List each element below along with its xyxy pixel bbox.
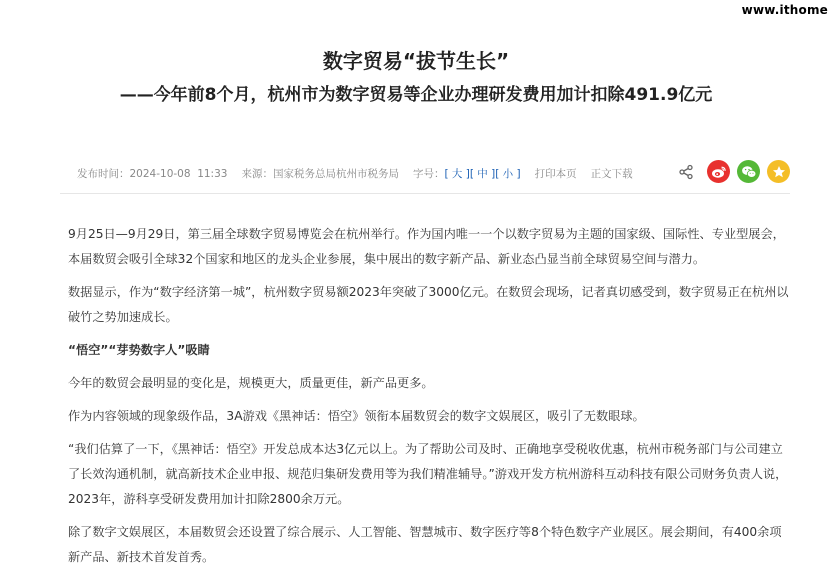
paragraph: 数据显示，作为“数字经济第一城”，杭州数字贸易额2023年突破了3000亿元。在数贸会现场，记者真切感受到，数字贸易正在杭州以破竹之势加速成长。 bbox=[68, 285, 789, 324]
font-size-medium-button[interactable]: [ 中 ] bbox=[469, 168, 496, 180]
weibo-icon[interactable] bbox=[707, 160, 730, 183]
article-title: 数字贸易“拔节生长” bbox=[322, 49, 510, 73]
meta-divider bbox=[60, 193, 790, 194]
paragraph: 作为内容领域的现象级作品，3A游戏《黑神话：悟空》领衔本届数贸会的数字文娱展区，吸引了无数眼球。 bbox=[68, 409, 645, 423]
source-name: 国家税务总局杭州市税务局 bbox=[272, 168, 399, 180]
publish-time: 2024-10-08 11:33 bbox=[129, 167, 228, 180]
print-page-link[interactable]: 打印本页 bbox=[534, 168, 577, 180]
article-body bbox=[68, 222, 792, 578]
share-icon[interactable] bbox=[678, 164, 694, 180]
paragraph: 今年的数贸会最明显的变化是，规模更大，质量更佳，新产品更多。 bbox=[68, 376, 434, 390]
paragraph: 9月25日—9月29日，第三届全球数字贸易博览会在杭州举行。作为国内唯一一个以数字贸易为主题的国家级、国际性、专业型展会，本届数贸会吸引全球32个国家和地区的龙头企业参展，集中展出的数字新产品、新业态凸显当前全球贸易空间与潜力。 bbox=[68, 227, 785, 266]
paragraph: 除了数字文娱展区，本届数贸会还设置了综合展示、人工智能、智慧城市、数字医疗等8个特色数字产业展区。展会期间，有400余项新产品、新技术首发首秀。 bbox=[68, 525, 782, 564]
share-bar bbox=[678, 160, 797, 183]
download-text-link[interactable]: 正文下载 bbox=[590, 168, 633, 180]
source-label: 来源： bbox=[241, 168, 273, 180]
paragraph: “我们估算了一下，《黑神话：悟空》开发总成本达3亿元以上。为了帮助公司及时、正确地享受税收优惠，杭州市税务部门与公司建立了长效沟通机制，就高新技术企业申报、规范归集研发费用等为我们精准辅导。”游戏开发方杭州游科互动科技有限公司财务负责人说，2023年，游科享受研发费用加计扣除2800余万元。 bbox=[68, 442, 788, 506]
font-size-small-button[interactable]: [ 小 ] bbox=[495, 168, 521, 180]
article-meta bbox=[77, 166, 633, 181]
publish-label: 发布时间： bbox=[77, 168, 130, 180]
watermark: www.ithome bbox=[741, 3, 828, 17]
font-size-label: 字号： bbox=[412, 168, 445, 180]
section-heading: “悟空”“芽势数字人”吸睛 bbox=[68, 343, 210, 357]
font-size-large-button[interactable]: [ 大 ] bbox=[444, 168, 470, 180]
wechat-icon[interactable] bbox=[737, 160, 760, 183]
favorite-icon[interactable] bbox=[767, 160, 790, 183]
article-subtitle: ——今年前8个月，杭州市为数字贸易等企业办理研发费用加计扣除491.9亿元 bbox=[119, 85, 713, 105]
